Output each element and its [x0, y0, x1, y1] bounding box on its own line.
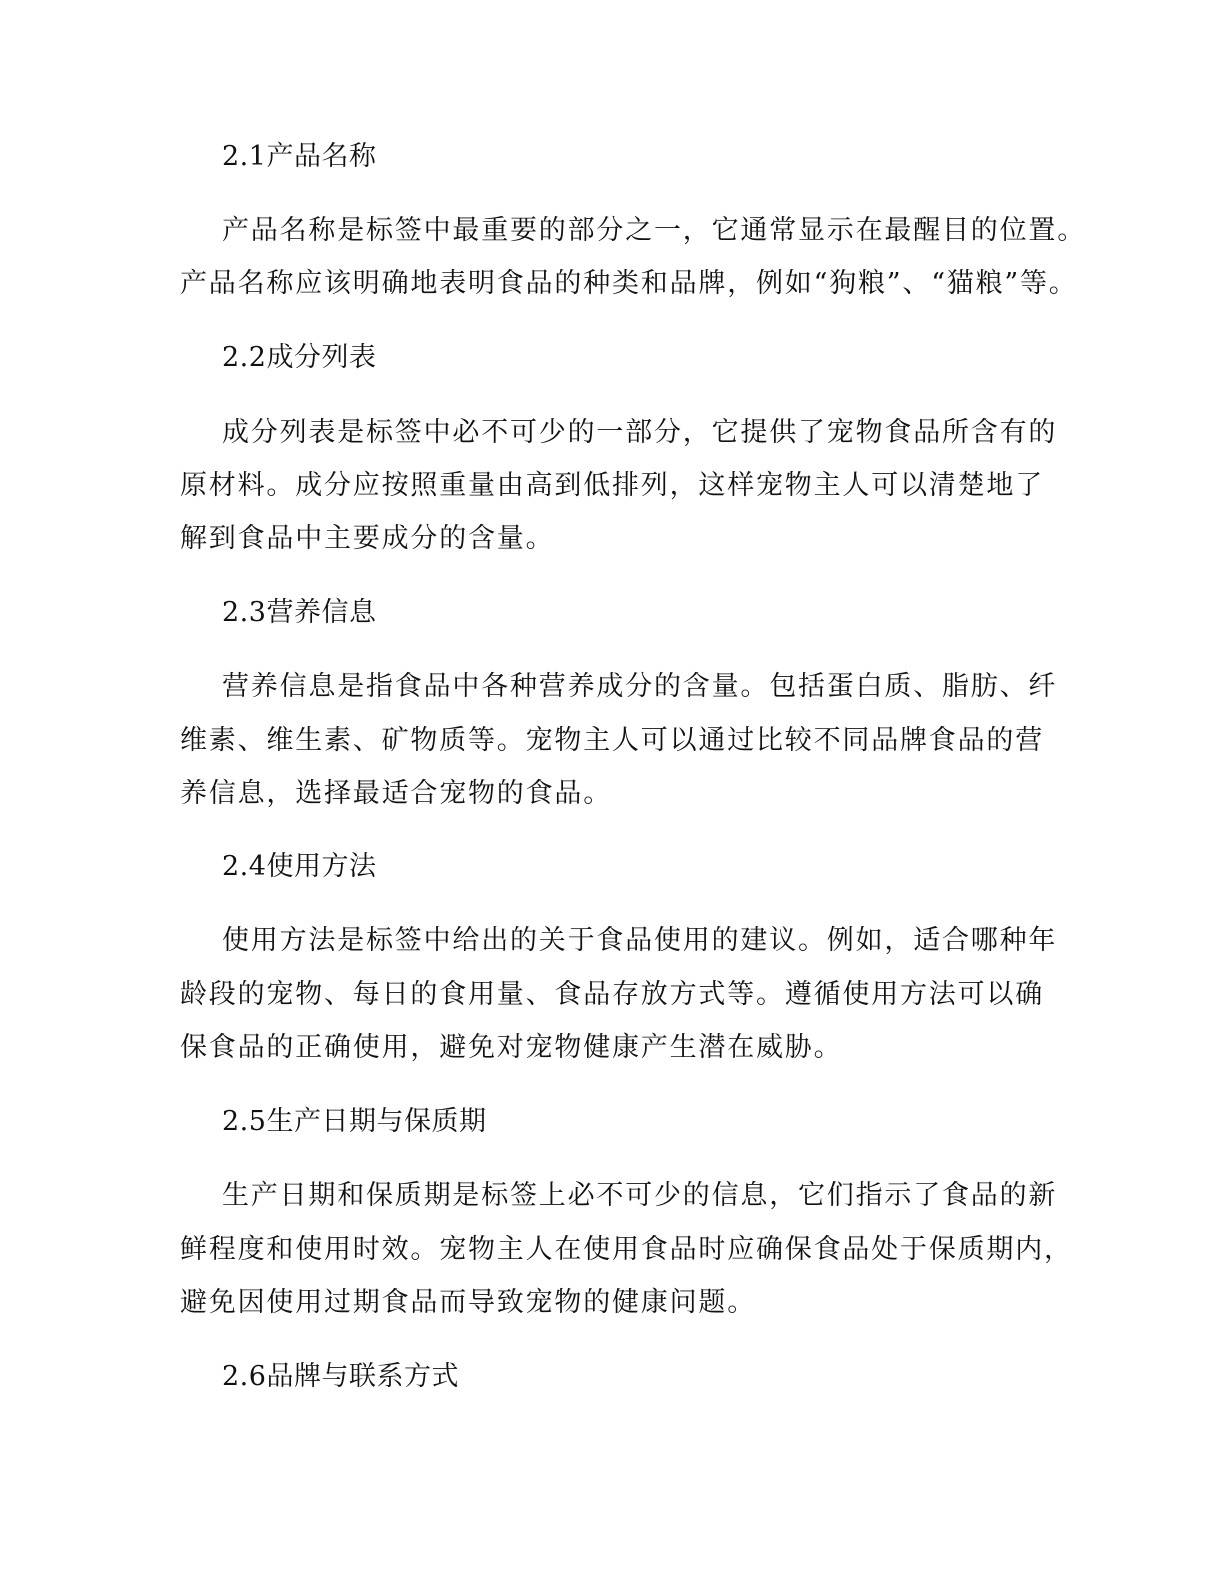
paragraph-line: 维素、维生素、矿物质等。宠物主人可以通过比较不同品牌食品的营 — [180, 725, 1044, 756]
section-heading-2-1: 2.1产品名称 — [222, 141, 377, 172]
paragraph-line: 产品名称是标签中最重要的部分之一，它通常显示在最醒目的位置。 — [222, 215, 1086, 246]
section-heading-2-2: 2.2成分列表 — [222, 342, 377, 373]
paragraph-line: 成分列表是标签中必不可少的一部分，它提供了宠物食品所含有的 — [222, 417, 1058, 448]
section-heading-2-4: 2.4使用方法 — [222, 851, 377, 882]
section-heading-2-5: 2.5生产日期与保质期 — [222, 1106, 487, 1137]
section-heading-2-6: 2.6品牌与联系方式 — [222, 1361, 459, 1392]
paragraph-line: 避免因使用过期食品而导致宠物的健康问题。 — [180, 1287, 756, 1318]
paragraph-line: 原材料。成分应按照重量由高到低排列，这样宠物主人可以清楚地了 — [180, 470, 1044, 501]
section-heading-2-3: 2.3营养信息 — [222, 597, 377, 628]
paragraph-line: 解到食品中主要成分的含量。 — [180, 523, 555, 554]
paragraph-line: 营养信息是指食品中各种营养成分的含量。包括蛋白质、脂肪、纤 — [222, 671, 1058, 702]
paragraph-line: 鲜程度和使用时效。宠物主人在使用食品时应确保食品处于保质期内， — [180, 1234, 1073, 1265]
paragraph-line: 养信息，选择最适合宠物的食品。 — [180, 778, 612, 809]
paragraph-line: 使用方法是标签中给出的关于食品使用的建议。例如，适合哪种年 — [222, 925, 1058, 956]
paragraph-line: 生产日期和保质期是标签上必不可少的信息，它们指示了食品的新 — [222, 1180, 1058, 1211]
paragraph-line: 龄段的宠物、每日的食用量、食品存放方式等。遵循使用方法可以确 — [180, 979, 1044, 1010]
paragraph-line: 保食品的正确使用，避免对宠物健康产生潜在威胁。 — [180, 1032, 843, 1063]
paragraph-line: 产品名称应该明确地表明食品的种类和品牌，例如“狗粮”、“猫粮”等。 — [180, 268, 1078, 299]
